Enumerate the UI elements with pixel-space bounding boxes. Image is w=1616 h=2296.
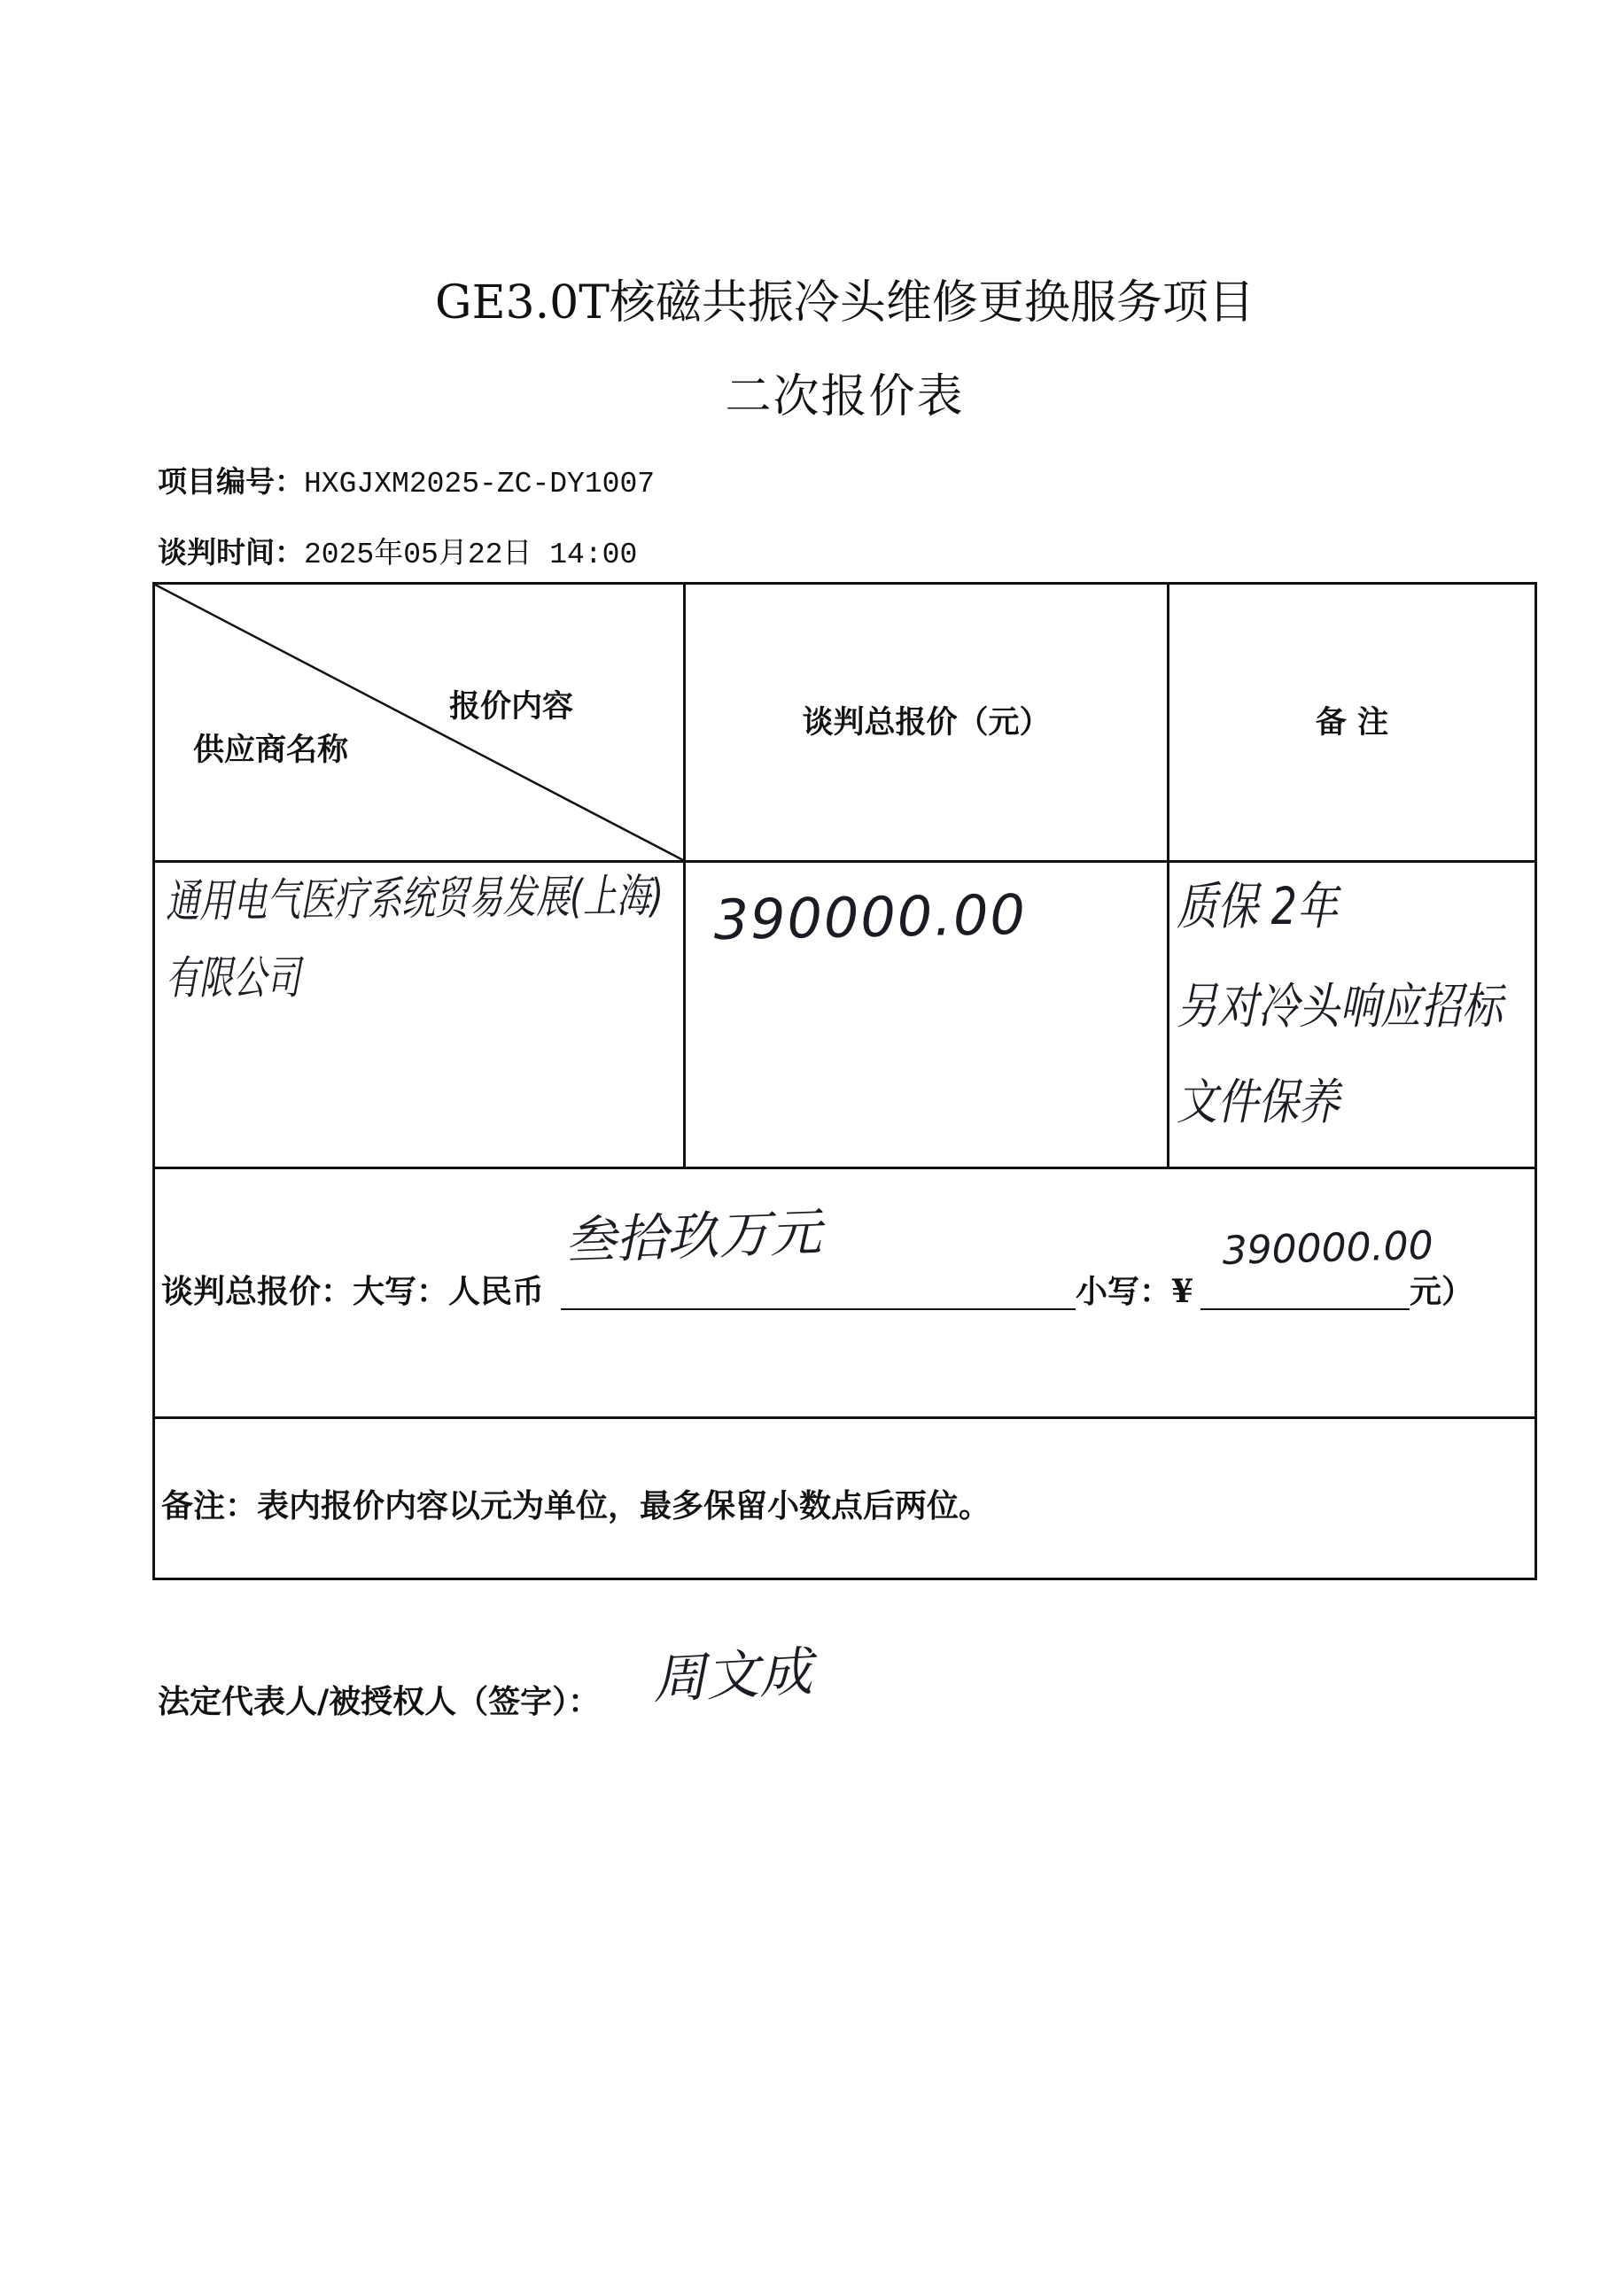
handwritten-amount-figures: 390000.00 [1222,1222,1434,1274]
project-number-line [158,464,655,502]
total-price-label: 谈判总报价：大写：人民币 [161,1273,545,1310]
header-total-price [686,585,1169,863]
handwritten-price: 390000.00 [712,881,1028,952]
header-total-price-label: 谈判总报价（元） [802,703,1051,741]
quotation-table [152,582,1537,1580]
document-title: GE3.0T核磁共振冷头维修更换服务项目 [435,276,1255,330]
handwritten-supplier-line: 有限公司 [166,951,301,1004]
handwritten-amount-words: 叁拾玖万元 [563,1201,823,1271]
header-diagonal-cell [155,585,686,863]
negotiation-time-line [158,535,637,573]
amount-figures-label: 小写：¥ [1076,1273,1194,1310]
note-text: 备注：表内报价内容以元为单位，最多保留小数点后两位。 [161,1487,991,1524]
diagonal-line [155,585,683,860]
amount-figures-underline [1200,1308,1410,1310]
negotiation-time-value: 2025年05月22日 14:00 [304,539,638,571]
handwritten-signature: 周文成 [651,1641,814,1711]
amount-unit-label: 元） [1410,1273,1474,1310]
project-number-label: 项目编号： [158,464,304,499]
supplier-cell [155,863,686,1169]
note-row [155,1419,1534,1578]
negotiation-time-label: 谈判时间： [158,535,304,570]
document-subtitle: 二次报价表 [725,370,965,423]
header-quote-content: 报价内容 [449,688,574,725]
handwritten-remark-line: 质保 2年 [1177,876,1338,936]
header-remark [1169,585,1534,863]
handwritten-remark-line: 文件保养 [1177,1073,1340,1130]
total-price-row [155,1169,1534,1419]
price-cell [686,863,1169,1169]
handwritten-supplier-line: 通用电气医疗系统贸易发展(上海) [166,869,664,928]
signature-label: 法定代表人/被授权人（签字）： [158,1683,601,1720]
header-remark-label: 备 注 [1315,703,1389,741]
project-number-value: HXGJXM2025-ZC-DY1007 [304,468,656,500]
remark-cell [1169,863,1534,1169]
header-supplier-name: 供应商名称 [193,732,349,768]
handwritten-remark-line: 另对冷头响应招标 [1177,977,1503,1035]
amount-words-underline [561,1308,1076,1310]
